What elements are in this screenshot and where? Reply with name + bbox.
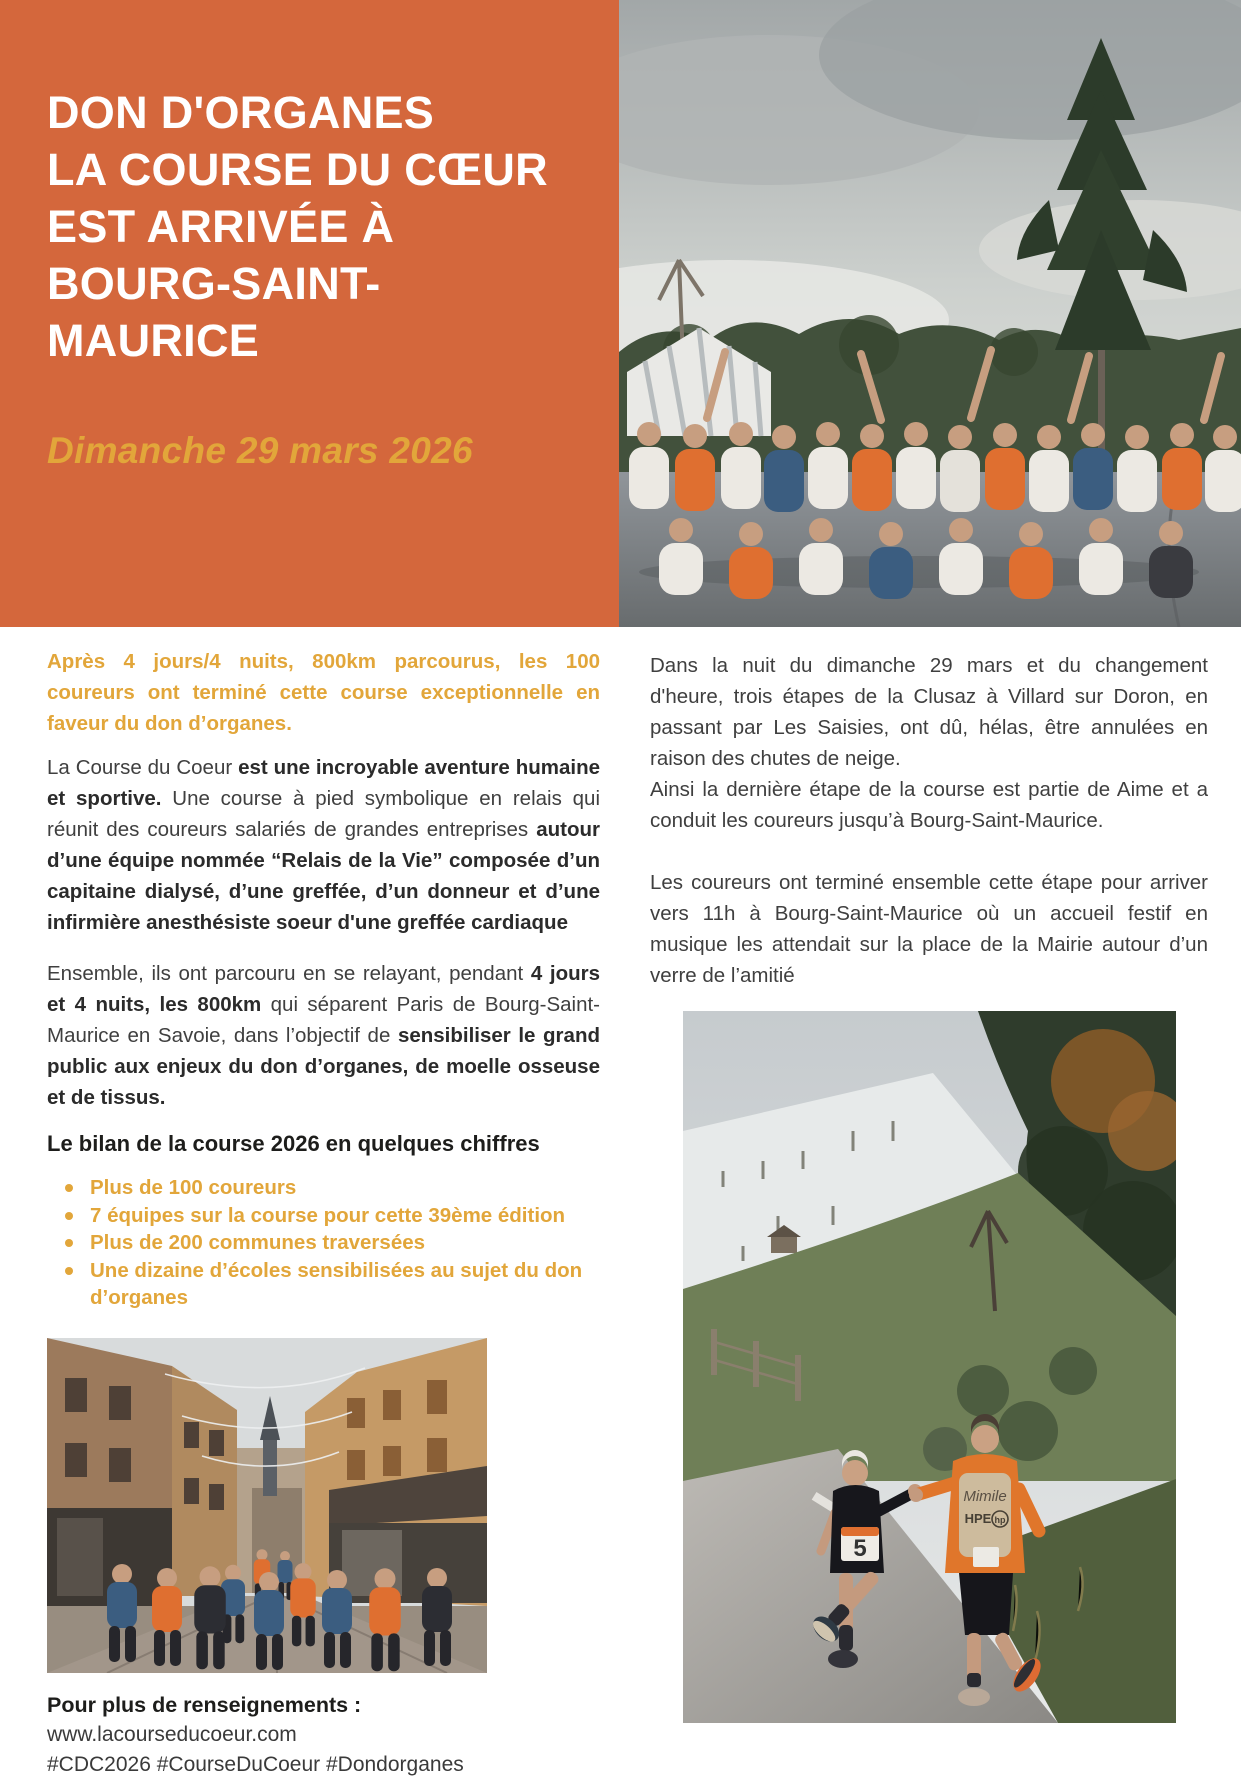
news-paragraph-2: Ainsi la dernière étape de la course est partie de Aime et a conduit les coureurs jusqu’à Bourg-Saint-Maurice. bbox=[650, 778, 1208, 832]
headline-line: LA COURSE DU CŒUR bbox=[47, 144, 548, 195]
stats-list bbox=[47, 1174, 600, 1312]
svg-text:HPE: HPE bbox=[964, 1511, 991, 1526]
headline-line: EST ARRIVÉE À bbox=[47, 201, 395, 252]
headline-line: BOURG-SAINT- bbox=[47, 258, 381, 309]
right-column bbox=[650, 650, 1208, 1723]
intro-paragraph: Après 4 jours/4 nuits, 800km parcourus, les 100 coureurs ont terminé cette course exceptionnelle en faveur du don d’organes. bbox=[47, 650, 600, 735]
header-orange-panel bbox=[0, 0, 619, 627]
news-paragraph-3: Les coureurs ont terminé ensemble cette étape pour arriver vers 11h à Bourg-Saint-Maurice où un accueil festif en musique les attendait sur la place de la Mairie autour d’un verre de l’amitié bbox=[650, 871, 1208, 987]
stats-item: Plus de 100 coureurs bbox=[47, 1174, 600, 1202]
body-paragraph-2: Ensemble, ils ont parcouru en se relayant, pendant 4 jours et 4 nuits, les 800km qui séparent Paris de Bourg-Saint-Maurice en Savoie, dans l’objectif de sensibiliser le grand public aux enjeux du don d’organes, de moelle osseuse et de tissus. bbox=[47, 962, 601, 1109]
header-band bbox=[0, 0, 1241, 627]
contact-heading: Pour plus de renseignements : bbox=[47, 1692, 362, 1717]
hashtags: #CDC2026 #CourseDuCoeur #Dondorganes bbox=[47, 1752, 464, 1776]
website-link[interactable]: www.lacourseducoeur.com bbox=[47, 1722, 297, 1746]
street-run-photo bbox=[47, 1338, 487, 1673]
svg-text:Mimile: Mimile bbox=[962, 1488, 1007, 1505]
svg-text:5: 5 bbox=[852, 1535, 867, 1562]
page-title bbox=[47, 84, 592, 369]
svg-text:hp: hp bbox=[994, 1515, 1005, 1525]
trail-run-photo bbox=[683, 1011, 1176, 1723]
stats-item: Une dizaine d’écoles sensibilisées au sujet du don d’organes bbox=[47, 1257, 600, 1312]
stats-heading: Le bilan de la course 2026 en quelques chiffres bbox=[47, 1131, 540, 1156]
stats-item: 7 équipes sur la course pour cette 39ème édition bbox=[47, 1202, 600, 1230]
body-paragraph-1: La Course du Coeur est une incroyable aventure humaine et sportive. Une course à pied symbolique en relais qui réunit des coureurs salariés de grandes entreprises autour d’une équipe nommée “Relais de la Vie” composée d’un capitaine dialysé, d’une greffée, d’un donneur et d’une infirmière anesthésiste soeur d'une greffée cardiaque bbox=[47, 756, 601, 934]
headline-line: MAURICE bbox=[47, 315, 260, 366]
left-column bbox=[47, 646, 600, 1780]
news-paragraph-1: Dans la nuit du dimanche 29 mars et du changement d'heure, trois étapes de la Clusaz à Villard sur Doron, en passant par Les Saisies, ont dû, hélas, être annulées en raison des chutes de neige. bbox=[650, 654, 1208, 770]
finish-group-photo bbox=[619, 0, 1241, 627]
headline-line: DON D'ORGANES bbox=[47, 87, 435, 138]
stats-item: Plus de 200 communes traversées bbox=[47, 1229, 600, 1257]
contact-block bbox=[47, 1690, 600, 1780]
event-date: Dimanche 29 mars 2026 bbox=[47, 430, 473, 471]
